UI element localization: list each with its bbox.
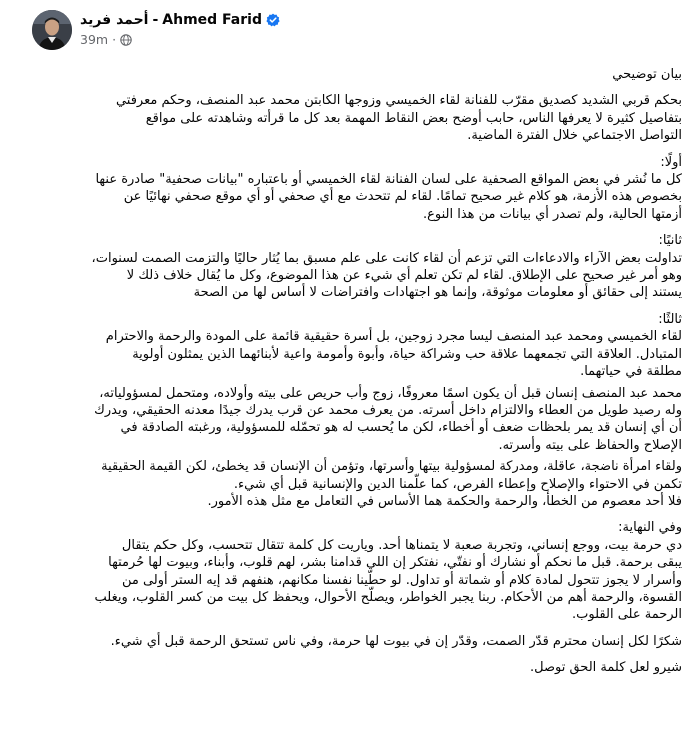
text-line: وهو أمر غير صحيح على الإطلاق. لقاء لم تكن تعلم أي شيء عن هذا الموضوع، وكل ما يُقال خلاف ذلك لا [126,268,682,284]
author-name-arabic[interactable]: أحمد فريد [80,12,149,28]
text-line: تداولت بعض الآراء والادعاءات التي تزعم أن لقاء كانت على علم مسبق بما يُثار حاليًا والتزمت الصمت لسنوات، [91,250,682,266]
post-title: بيان توضيحي [612,67,682,82]
section-heading: أولًا: [660,154,682,170]
author-name-line [80,12,280,28]
meta-separator: · [112,32,117,47]
thanks-paragraph [18,633,682,650]
text-line: دي حرمة بيت، ووجع إنساني، وتجربة صعبة لا يتمناها أحد. وياريت كل كلمة تتقال تتحسب، وكل حكم يتقال [121,537,682,553]
text-line: وأسرار لا يجوز تتحول لمادة كلام أو شماتة أو تداول. لو حطّينا نفسنا مكانهم، هنفهم قد إيه الستر أولى من [121,572,682,588]
post-header [32,10,692,56]
text-line: يستند إلى حقائق أو معلومات موثوقة، وإنما هو اجتهادات وافتراضات لا أساس لها من الصحة [193,285,682,301]
text-line: بخصوص هذه الأزمة، هو كلام غير صحيح تمامًا. لقاء لم تتحدث مع أي صحفي أو أي موقع صحفي نهائيًا عن [123,189,682,205]
text-line: كل ما نُشر في بعض المواقع الصحفية على لسان الفنانة لقاء الخميسي أو باعتباره "بيانات صحفية" صادرة عنها [95,172,682,188]
second-point-paragraph [18,232,682,302]
text-line: ولقاء امرأة ناضجة، عاقلة، ومدركة لمسؤولية بيتها وأسرتها، وتؤمن أن الإنسان قد يخطئ، لكن القيمة الحقيقية [101,459,682,475]
text-line: يبقى برحمة. قبل ما نحكم أو نشارك أو نفتّي، نفتكر إن اللي قدامنا بشر، لهم قلوب، وأبناء، وبيوت لها حُرمتها [108,555,682,571]
post-timestamp[interactable]: 39m [80,32,109,47]
third-point-paragraph [18,311,682,381]
avatar-image [32,10,72,50]
text-line: وله رصيد طويل من العطاء والالتزام داخل أسرته. من يعرف محمد عن قرب يدرك جيدًا معدنه الحقيقي، ويدرك [94,402,682,418]
post-meta [80,32,132,47]
globe-icon[interactable] [120,34,132,46]
post-title-paragraph [18,66,682,83]
section-heading: وفي النهاية: [618,520,682,536]
text-line: الرحمة على القلوب. [572,607,682,623]
text-line: القسوة، والرحمة أهم من الأحكام. ربنا يجبر الخواطر، ويصلّح الأحوال، ويحفظ كل بيت من كسر القلوب، ويغلب [94,589,682,605]
intro-paragraph [18,92,682,144]
section-heading: ثانيًا: [658,233,682,249]
text-line: لقاء الخميسي ومحمد عبد المنصف ليسا مجرد زوجين، بل أسرة حقيقية قائمة على المودة والرحمة والاحترام [105,329,682,345]
author-name-separator: - [152,12,159,28]
text-line: بحكم قربي الشديد كصديق مقرّب للفنانة لقاء الخميسي وزوجها الكابتن محمد عبد المنصف، وحكم معرفتي [115,93,682,109]
third-point-continued [18,385,682,455]
text-line: محمد عبد المنصف إنسان قبل أن يكون اسمًا معروفًا، زوج وأب حريص على بيته وأولاده، ومتحمل لمسؤولياته، [99,385,682,401]
verified-badge-icon [266,13,280,27]
author-name-english[interactable]: Ahmed Farid [162,12,262,28]
text-line: التواصل الاجتماعي خلال الفترة الماضية. [467,128,682,144]
third-point-closing [18,458,682,510]
section-heading: ثالثًا: [658,311,682,327]
text-line: الإصلاح والحفاظ على بيته وأسرته. [498,437,682,453]
closing-paragraph [18,659,682,676]
first-point-paragraph [18,154,682,224]
text-line: المتبادل. العلاقة التي تجمعهما علاقة حب وشراكة حياة، وأبوة وأمومة واعية لأبنائهما الذين يمثلون أولوية [132,346,682,362]
text-line: تكمن في الاحتواء والإصلاح وإعطاء الفرص، كما علّمنا الدين والإنسانية قبل أي شيء. [233,476,682,492]
text-line: فلا أحد معصوم من الخطأ، والرحمة والحكمة هما الأساس في التعامل مع مثل هذه الأمور. [207,493,682,509]
text-line: أن أي إنسان قد يمر بلحظات ضعف أو أخطاء، لكن ما يُحسب له هو تحمّله للمسؤولية، ورغبته الصادقة في [120,420,682,436]
post-body [18,66,682,686]
author-avatar[interactable] [32,10,72,50]
final-paragraph [18,519,682,623]
text-line: بتفاصيل كثيرة لا يعرفها الناس، حابب أوضح بعض النقاط المهمة بعد كل ما قرأته وشاهدته على مواقع [145,110,682,126]
text-line: أزمتها الحالية، ولم تصدر أي بيانات من هذا النوع. [422,206,682,222]
text-line: مطلقة في حياتهما. [580,364,682,380]
closing-line: شيرو لعل كلمة الحق توصل. [529,660,682,676]
thanks-line: شكرًا لكل إنسان محترم قدّر الصمت، وقدّر إن في بيوت لها حرمة، وفي ناس تستحق الرحمة قبل أي شيء. [110,633,682,649]
